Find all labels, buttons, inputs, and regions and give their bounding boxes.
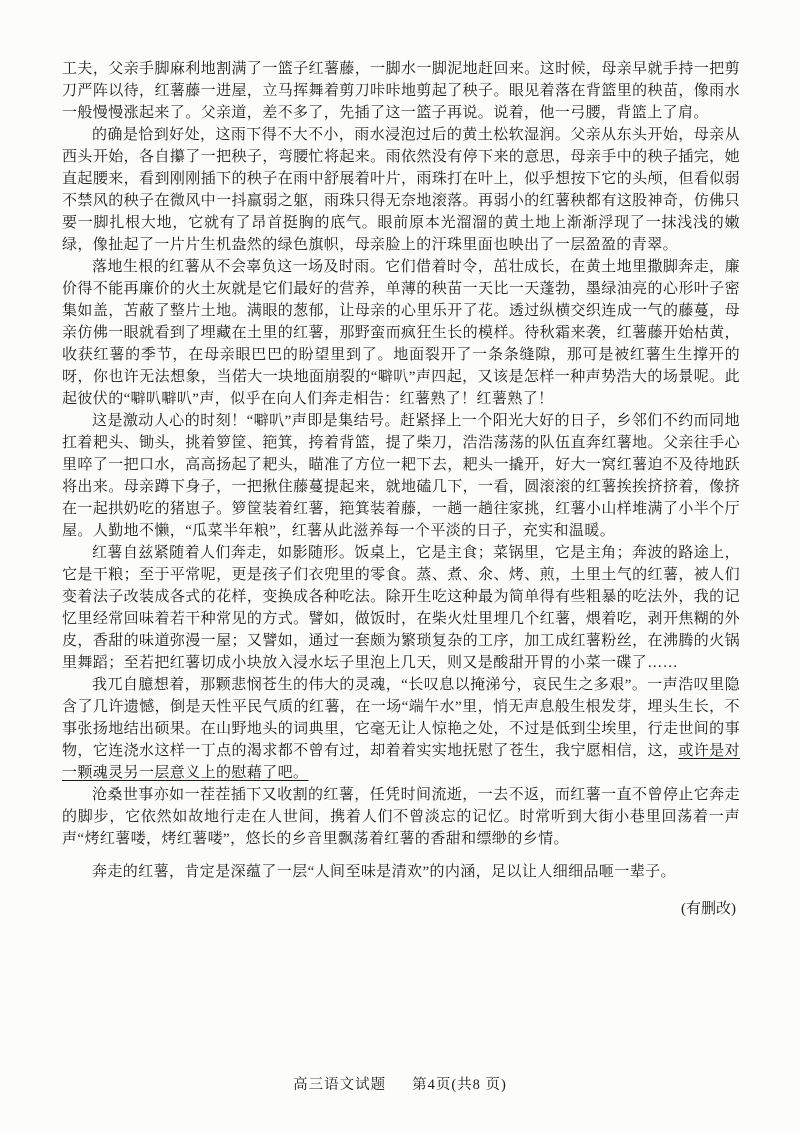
page-footer (0, 1073, 800, 1094)
paragraph (62, 58, 740, 124)
underlined-text: 或许是对一颗魂灵另一层意义上的慰藉了吧。 (62, 743, 740, 781)
paragraph (62, 784, 740, 850)
text-run: 奔走的红薯，肯定是深蕴了一层“人间至味是清欢”的内涵，足以让人细细品咂一辈子。 (92, 864, 676, 880)
text-run: 落地生根的红薯从不会辜负这一场及时雨。它们借着时令，茁壮成长，在黄土地里撒脚奔走，廉价得不能再廉价的火土灰就是它们最好的营养，单薄的秧苗一天比一天蓬勃，墨绿油亮的心形叶子密集如盖，苫蔽了整片土地。满眼的葱郁，让母亲的心里乐开了花。透过纵横交织连成一气的藤蔓，母亲仿佛一眼就看到了埋藏在土里的红薯，那野蛮而疯狂生长的模样。待秋霜来袭，红薯藤开始枯黄，收获红薯的季节，在母亲眼巴巴的盼望里到了。地面裂开了一条条缝隙，那可是被红薯生生撑开的呀，你也许无法想象，当偌大一块地面崩裂的“噼叭”声四起，又该是怎样一种声势浩大的场景呢。此起彼伏的“噼叭噼叭”声，似乎在向人们奔走相告：红薯熟了！红薯熟了！ (62, 259, 740, 407)
text-run: 的确是恰到好处，这雨下得不大不小，雨水浸泡过后的黄土松软湿润。父亲从东头开始，母亲从西头开始，各自攥了一把秧子，弯腰忙将起来。雨依然没有停下来的意思，母亲手中的秧子插完，她直起腰来，看到刚刚插下的秧子在雨中舒展着叶片，雨珠打在叶上，似乎想按下它的头颅，但看似弱不禁风的秧子在微风中一抖羸弱之躯，雨珠只得无奈地滚落。再弱小的红薯秧都有这股神奇，仿佛只要一脚扎根大地，它就有了昂首挺胸的底气。眼前原本光溜溜的黄土地上渐渐浮现了一抹浅浅的嫩绿，像扯起了一片片生机盎然的绿色旗帜，母亲脸上的汗珠里面也映出了一层盈盈的青翠。 (62, 127, 740, 253)
text-run: 工夫，父亲手脚麻利地割满了一篮子红薯藤，一脚水一脚泥地赶回来。这时候，母亲早就手持一把剪刀严阵以待，红薯藤一进屋，立马挥舞着剪刀咔咔地剪起了秧子。眼见着落在背篮里的秧苗，像雨水一般慢慢涨起来了。父亲道，差不多了，先插了这一篮子再说。说着，他一弓腰，背篮上了肩。 (62, 61, 740, 121)
paragraph (62, 861, 740, 883)
attribution-note: (有删改) (681, 901, 736, 917)
document-body (62, 58, 740, 883)
paragraph (62, 124, 740, 256)
text-run: 我兀自臆想着，那颗悲悯苍生的伟大的灵魂，“长叹息以掩涕兮，哀民生之多艰”。一声浩叹里隐含了几许遗憾，倒是天性平民气质的红薯，在一场“端午水”里，悄无声息般生根发芽，埋头生长，不事张扬地结出硕果。在山野地头的词典里，它毫无让人惊艳之处，不过是低到尘埃里，行走世间的事物，它连浇水这样一丁点的渴求都不曾有过，却着着实实地抚慰了苍生，我宁愿相信，这， (62, 677, 740, 759)
paragraph (62, 410, 740, 542)
paragraph (62, 542, 740, 674)
text-run: 这是激动人心的时刻！“噼叭”声即是集结号。赶紧择上一个阳光大好的日子，乡邻们不约而同地扛着耙头、锄头，挑着箩筐、筢箕，挎着背篮，提了柴刀，浩浩荡荡的队伍直奔红薯地。父亲往手心里啐了一把口水，高高扬起了耙头，瞄准了方位一耙下去，耙头一撬开，好大一窝红薯迫不及待地跃将出来。母亲蹲下身子，一把揪住藤蔓提起来，就地磕几下，一看，圆滚滚的红薯挨挨挤挤着，像挤在一起拱奶吃的猪崽子。箩筐装着红薯，筢箕装着藤，一趟一趟往家挑，红薯小山样堆满了小半个厅屋。人勤地不懒，“瓜菜半年粮”，红薯从此滋养每一个平淡的日子，充实和温暖。 (62, 413, 740, 539)
text-run: 红薯自兹紧随着人们奔走，如影随形。饭桌上，它是主食；菜锅里，它是主角；奔波的路途上，它是干粮；至于平常呢，更是孩子们衣兜里的零食。蒸、煮、氽、烤、煎，土里土气的红薯，被人们变着法子改装成各式的花样，变换成各种吃法。除开生吃这种最为简单得有些粗暴的吃法外，我的记忆里经常回味着若干种常见的方式。譬如，做饭时，在柴火灶里埋几个红薯，煨着吃，剥开焦糊的外皮，香甜的味道弥漫一屋；又譬如，通过一套颇为繁琐复杂的工序，加工成红薯粉丝，在沸腾的火锅里舞蹈；至若把红薯切成小块放入浸水坛子里泡上几天，则又是酸甜开胃的小菜一碟了…… (62, 545, 740, 671)
paragraph (62, 256, 740, 410)
text-run: 沧桑世事亦如一茬茬插下又收割的红薯，任凭时间流逝，一去不返，而红薯一直不曾停止它奔走的脚步，它依然如故地行走在人世间，携着人们不曾淡忘的记忆。时常听到大街小巷里回荡着一声声“烤红薯喽，烤红薯喽”，悠长的乡音里飘荡着红薯的香甜和缥缈的乡情。 (62, 787, 740, 847)
footer-exam-title: 高三语文试题 (293, 1077, 387, 1093)
paragraph (62, 674, 740, 784)
footer-page-number: 第4页(共8 页) (412, 1077, 507, 1093)
